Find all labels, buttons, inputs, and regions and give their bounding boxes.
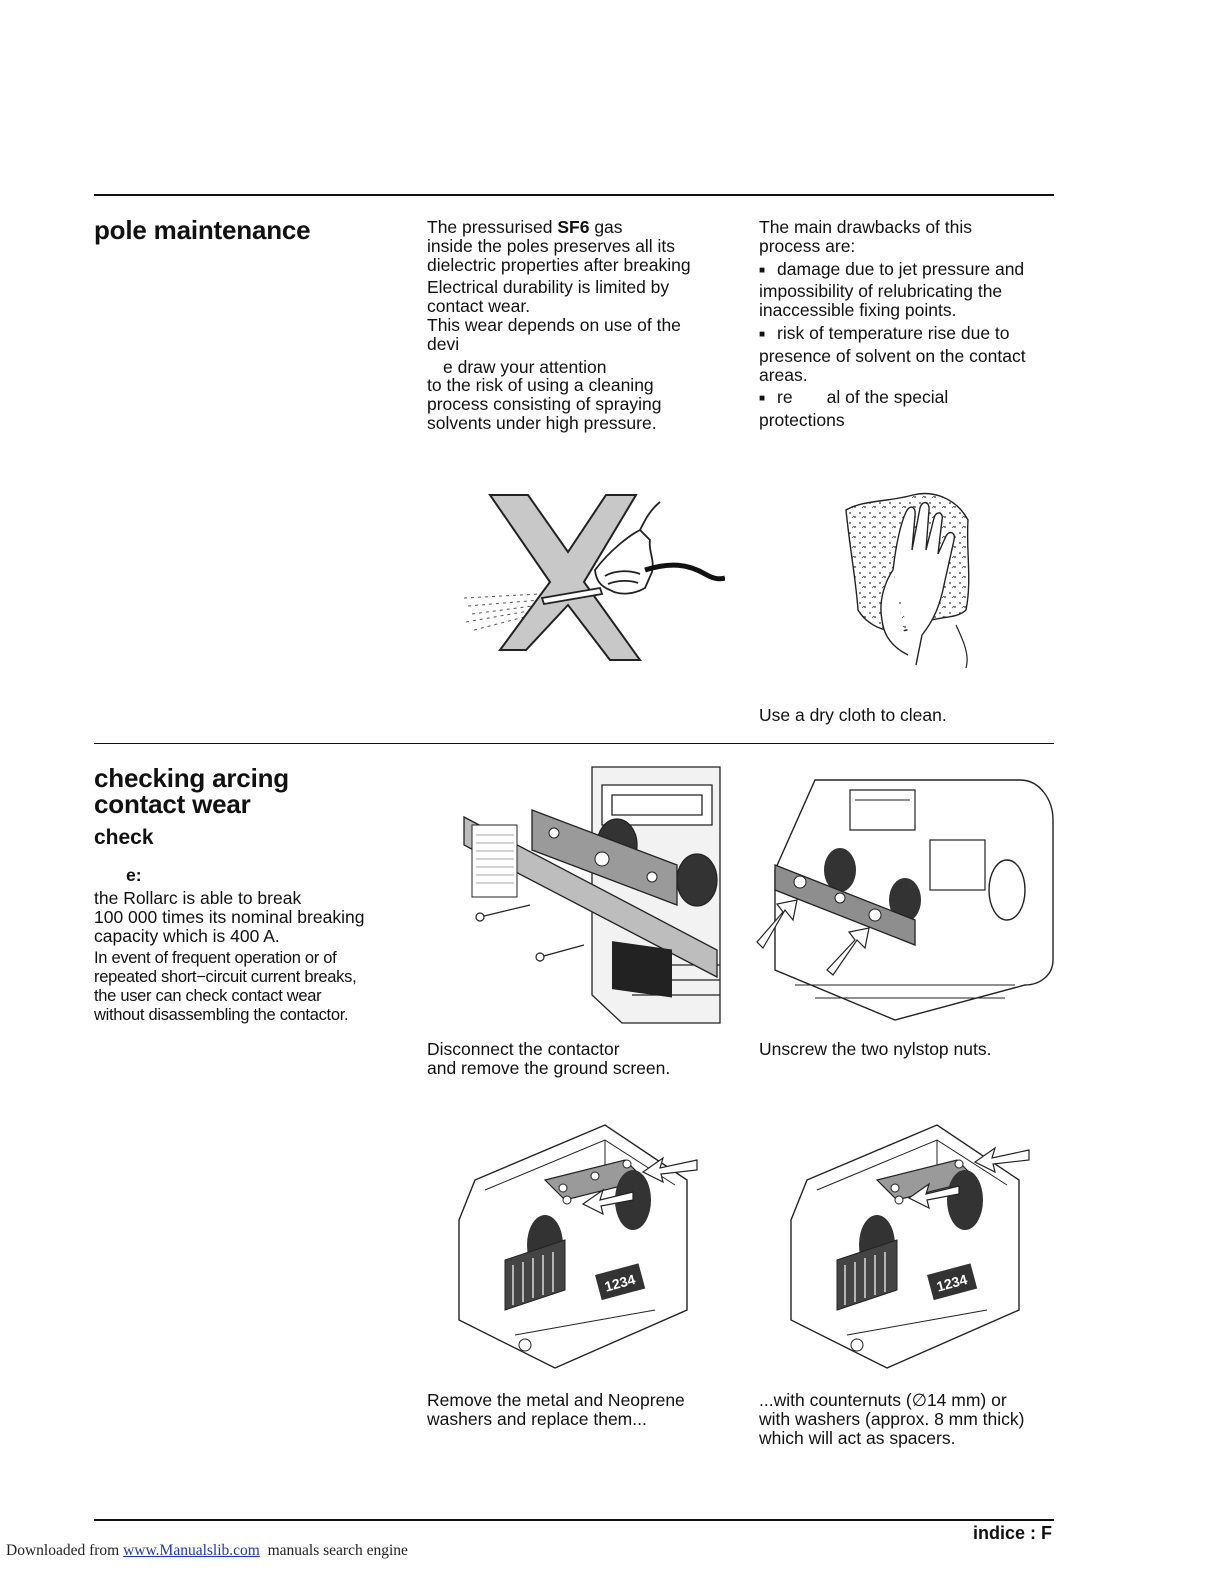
text: e draw your attention	[443, 356, 607, 377]
bullet-item: ■ re al of the special	[759, 387, 948, 407]
text: The pressurised	[427, 217, 558, 237]
text: contact wear.	[427, 296, 531, 317]
contactor-nylstop-nuts-illustration	[755, 770, 1055, 1025]
caption-line: washers and replace them...	[427, 1409, 647, 1429]
text: inside the poles preserves all its	[427, 235, 676, 256]
footer-suffix: manuals search engine	[259, 1542, 408, 1559]
bullet-item: ■ risk of temperature rise due to	[759, 323, 1010, 343]
caption-remove-washers	[427, 1391, 685, 1429]
caption-line: and remove the ground screen.	[427, 1058, 671, 1078]
text: 100 000 times its nominal breaking	[94, 906, 365, 927]
text: areas.	[759, 364, 808, 385]
sf6-bold: SF6	[557, 217, 590, 237]
caption-line: with washers (approx. 8 mm thick)	[759, 1409, 1025, 1429]
note-label: e:	[126, 865, 142, 885]
caption-line: which will act as spacers.	[759, 1428, 956, 1448]
subtitle-check: check	[94, 826, 154, 849]
spray-hose	[645, 565, 725, 579]
text: This wear depends on use of the	[427, 314, 681, 335]
text: impossibility of relubricating the	[759, 281, 1003, 302]
text: repeated short−circuit current breaks,	[94, 968, 357, 987]
high-pressure-spray-forbidden-illustration	[460, 490, 725, 670]
pole-maintenance-text-col2	[759, 218, 1059, 434]
caption-line: ...with counternuts (∅14 mm) or	[759, 1390, 1007, 1410]
section-title-pole-maintenance: pole maintenance	[94, 215, 311, 245]
caption-line: Disconnect the contactor	[427, 1039, 620, 1059]
dry-cloth-hand-illustration	[838, 490, 988, 670]
text: presence of solvent on the contact	[759, 345, 1026, 366]
manualslib-link[interactable]: www.Manualslib.com	[123, 1542, 260, 1559]
caption-counternuts	[759, 1391, 1025, 1448]
text: process are:	[759, 235, 856, 256]
text: inaccessible fixing points.	[759, 300, 957, 321]
section-divider	[94, 743, 1054, 744]
footer-prefix: Downloaded from	[6, 1542, 124, 1559]
checking-wear-text	[94, 889, 404, 1029]
device-number-label: 1234	[602, 1271, 637, 1295]
pole-maintenance-text-col1	[427, 218, 727, 437]
text: the user can check contact wear	[94, 986, 322, 1005]
contactor-counternuts-illustration	[787, 1120, 1032, 1370]
rating-label	[472, 825, 517, 897]
title-line: contact wear	[94, 789, 251, 819]
text: Electrical durability is limited by	[427, 277, 670, 298]
caption-line: Remove the metal and Neoprene	[427, 1390, 685, 1410]
text: the Rollarc is able to break	[94, 888, 302, 908]
contactor-washers-removal-illustration	[455, 1120, 700, 1370]
text: to the risk of using a cleaning	[427, 375, 654, 396]
text: dielectric properties after breaking	[427, 254, 691, 275]
caption-dry-cloth: Use a dry cloth to clean.	[759, 705, 947, 725]
caption-disconnect-contactor	[427, 1040, 670, 1078]
text: The main drawbacks of this	[759, 217, 973, 237]
caption-unscrew-nuts: Unscrew the two nylstop nuts.	[759, 1039, 992, 1059]
text: In event of frequent operation or of	[94, 949, 337, 968]
text: protections	[759, 410, 845, 431]
device-number-label: 1234	[934, 1271, 969, 1295]
bullet-item: ■ damage due to jet pressure and	[759, 259, 1024, 279]
text: capacity which is 400 A.	[94, 925, 280, 946]
footer-divider	[94, 1519, 1054, 1521]
text: devi	[427, 333, 460, 354]
title-line: checking arcing	[94, 763, 289, 793]
section-title-checking-arcing-contact-wear	[94, 765, 289, 817]
screws	[476, 905, 584, 961]
text: process consisting of spraying	[427, 394, 662, 415]
section-divider	[94, 194, 1054, 196]
contactor-ground-screen-illustration	[462, 765, 724, 1027]
text: gas	[589, 217, 623, 237]
download-footer	[6, 1542, 408, 1560]
text: solvents under high pressure.	[427, 412, 657, 433]
page-number: indice : F	[972, 1523, 1052, 1543]
vent-grille	[612, 941, 672, 997]
text: without disassembling the contactor.	[94, 1005, 349, 1024]
